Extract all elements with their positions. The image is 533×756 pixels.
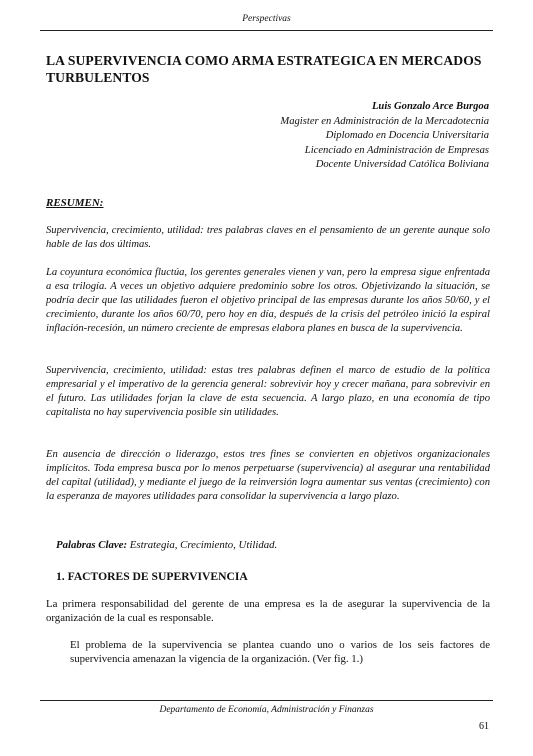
abstract-paragraph: En ausencia de dirección o liderazgo, estos tres fines se convierten en objetivos organizacionales implícitos. Toda empresa busca por lo menos perpetuarse (supervivencia) al asegurar una rentabilidad del capital (utilidad), y mediante el juego de la reinversión logra aumentar sus ventas (crecimiento) con la esperanza de mayores utilidades para consolidar la supervivencia a largo plazo. <box>46 449 490 503</box>
author-block <box>280 100 489 173</box>
footer-rule <box>40 700 493 701</box>
author-name: Luis Gonzalo Arce Burgoa <box>371 101 489 112</box>
keywords-label: Palabras Clave: <box>56 539 128 551</box>
section-heading: 1. FACTORES DE SUPERVIVENCIA <box>56 570 248 583</box>
running-header: Perspectivas <box>242 14 291 24</box>
author-credential: Licenciado en Administración de Empresas <box>304 144 489 156</box>
author-credential: Docente Universidad Católica Boliviana <box>315 159 489 171</box>
page-number: 61 <box>479 721 489 732</box>
body-paragraph: El problema de la supervivencia se plantea cuando uno o varios de los seis factores de supervivencia amenazan la vigencia de la organización. (Ver fig. 1.) <box>70 639 490 666</box>
article-title: LA SUPERVIVENCIA COMO ARMA ESTRATEGICA EN MERCADOS TURBULENTOS <box>46 53 482 85</box>
header-rule <box>40 30 493 31</box>
page-footer: Departamento de Economía, Administración y Finanzas <box>159 705 374 715</box>
keywords-value: Estrategia, Crecimiento, Utilidad. <box>127 539 278 551</box>
abstract-paragraph: La coyuntura económica fluctúa, los gerentes generales vienen y van, pero la empresa sigue enfrentada a esa trilogía. A veces un objetivo adquiere predominio sobre los otros. Objetivizando la situación, se podría decir que las utilidades fueron el objetivo principal de las empresas durante los años 50/60, y el crecimiento, durante los años 60/70, pero hoy en día, después de la crisis del petróleo inició la espiral inflación-recesión, un número creciente de empresas elabora planes en busca de la supervivencia. <box>46 267 490 335</box>
abstract-paragraph: Supervivencia, crecimiento, utilidad: tres palabras claves en el pensamiento de un gerente aunque solo hable de las dos últimas. <box>46 225 490 251</box>
abstract-paragraph: Supervivencia, crecimiento, utilidad: estas tres palabras definen el marco de estudio de la política empresarial y el imperativo de la gerencia general: sobrevivir hoy y crecer mañana, para sobrevivir en el futuro. Las utilidades forjan la clave de esta secuencia. A largo plazo, en una economía de tipo capitalista no hay supervivencia posible sin utilidades. <box>46 365 490 419</box>
author-credential: Diplomado en Docencia Universitaria <box>325 130 489 142</box>
keywords-line <box>56 539 277 551</box>
author-credential: Magister en Administración de la Mercadotecnia <box>280 115 489 127</box>
body-paragraph: La primera responsabilidad del gerente de una empresa es la de asegurar la supervivencia de la organización de la cual es responsable. <box>46 598 490 625</box>
abstract-heading: RESUMEN: <box>46 197 104 209</box>
